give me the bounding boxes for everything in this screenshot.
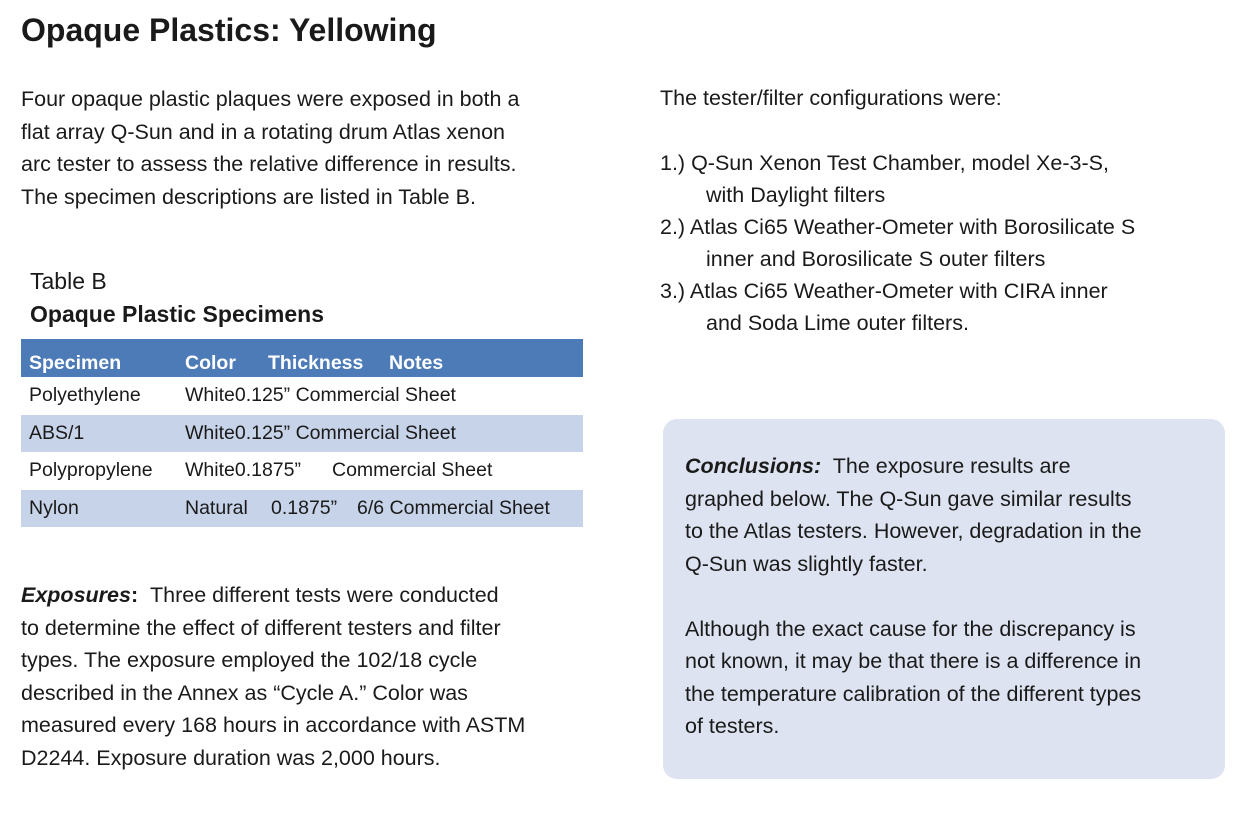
- table-row: [21, 490, 583, 528]
- cell-thickness: 0.125”: [234, 384, 291, 406]
- table-row: [21, 452, 583, 490]
- conclusions-line: of testers.: [685, 714, 780, 738]
- configurations-intro: The tester/filter configurations were:: [660, 86, 1002, 110]
- header-thickness: Thickness: [268, 352, 364, 374]
- cell-notes: Commercial Sheet: [332, 459, 493, 481]
- cell-notes: Commercial Sheet: [295, 421, 456, 444]
- exposures-lead: Exposures: [21, 583, 131, 607]
- header-notes: Notes: [389, 352, 444, 374]
- intro-paragraph: [21, 83, 519, 213]
- table-title: Opaque Plastic Specimens: [30, 301, 325, 327]
- conclusions-line: Although the exact cause for the discrepancy is: [685, 616, 1136, 641]
- cell-specimen: Polyethylene: [29, 384, 141, 406]
- exposures-line: measured every 168 hours in accordance with ASTM: [21, 713, 526, 737]
- cell-color: [185, 415, 456, 453]
- list-item: [660, 147, 1135, 211]
- list-item-text: 3.) Atlas Ci65 Weather-Ometer with CIRA inner: [660, 279, 1108, 303]
- exposures-line: D2244. Exposure duration was 2,000 hours.: [21, 745, 441, 770]
- list-item-text: 2.) Atlas Ci65 Weather-Ometer with Borosilicate S: [660, 215, 1136, 239]
- conclusions-line: graphed below. The Q-Sun gave similar results: [685, 486, 1132, 511]
- cell-thickness: 0.125”: [234, 421, 291, 444]
- table-header-row: [21, 339, 583, 377]
- cell-specimen: Polypropylene: [29, 459, 153, 481]
- list-item-continuation: and Soda Lime outer filters.: [706, 311, 969, 335]
- conclusions-line: the temperature calibration of the different types: [685, 681, 1142, 706]
- cell-specimen: Nylon: [29, 496, 79, 519]
- intro-line: flat array Q-Sun and in a rotating drum Atlas xenon: [21, 119, 506, 144]
- table-row: [21, 377, 583, 415]
- cell-color-value: White: [185, 384, 235, 406]
- specimen-table: [21, 339, 583, 527]
- exposures-line: to determine the effect of different testers and filter: [21, 615, 501, 640]
- cell-thickness: 0.1875”: [234, 459, 301, 481]
- intro-line: arc tester to assess the relative difference in results.: [21, 152, 517, 176]
- list-item: [660, 211, 1135, 275]
- exposures-line: described in the Annex as “Cycle A.” Color was: [21, 680, 468, 705]
- exposures-line: [21, 579, 525, 612]
- cell-specimen: ABS/1: [29, 421, 85, 444]
- exposures-first-line: Three different tests were conducted: [150, 583, 499, 607]
- list-item-continuation: inner and Borosilicate S outer filters: [706, 247, 1046, 271]
- conclusions-first-line: The exposure results are: [821, 454, 1071, 478]
- intro-line: Four opaque plastic plaques were exposed in both a: [21, 87, 520, 111]
- paragraph-gap: [685, 580, 1142, 613]
- cell-color: [185, 377, 456, 415]
- table-row: [21, 415, 583, 453]
- exposures-line: types. The exposure employed the 102/18 cycle: [21, 648, 478, 672]
- conclusions-lead: Conclusions:: [685, 454, 822, 478]
- list-item-continuation: with Daylight filters: [706, 183, 886, 207]
- cell-color-value: White: [185, 459, 235, 481]
- cell-thickness: 0.1875”: [271, 496, 338, 519]
- configurations-list: [660, 147, 1135, 339]
- conclusions-line: Q-Sun was slightly faster.: [685, 551, 928, 576]
- conclusions-line: not known, it may be that there is a difference in: [685, 649, 1142, 673]
- page-title: Opaque Plastics: Yellowing: [21, 12, 437, 48]
- conclusions-text: [685, 450, 1142, 743]
- intro-line: The specimen descriptions are listed in Table B.: [21, 184, 476, 209]
- cell-color: Natural: [185, 496, 248, 519]
- cell-color: [185, 452, 301, 490]
- header-specimen: Specimen: [29, 352, 122, 374]
- exposures-colon: :: [130, 583, 151, 607]
- cell-notes: Commercial Sheet: [295, 384, 456, 406]
- list-item-text: 1.) Q-Sun Xenon Test Chamber, model Xe-3-S,: [660, 151, 1109, 175]
- header-color: Color: [185, 352, 236, 374]
- table-label: Table B: [30, 268, 107, 294]
- conclusions-line: to the Atlas testers. However, degradation in the: [685, 519, 1142, 543]
- list-item: [660, 275, 1135, 339]
- table-caption: [30, 265, 324, 331]
- cell-color-value: White: [185, 421, 235, 444]
- conclusions-line: [685, 450, 1142, 483]
- exposures-paragraph: [21, 579, 525, 774]
- cell-notes: 6/6 Commercial Sheet: [357, 496, 550, 519]
